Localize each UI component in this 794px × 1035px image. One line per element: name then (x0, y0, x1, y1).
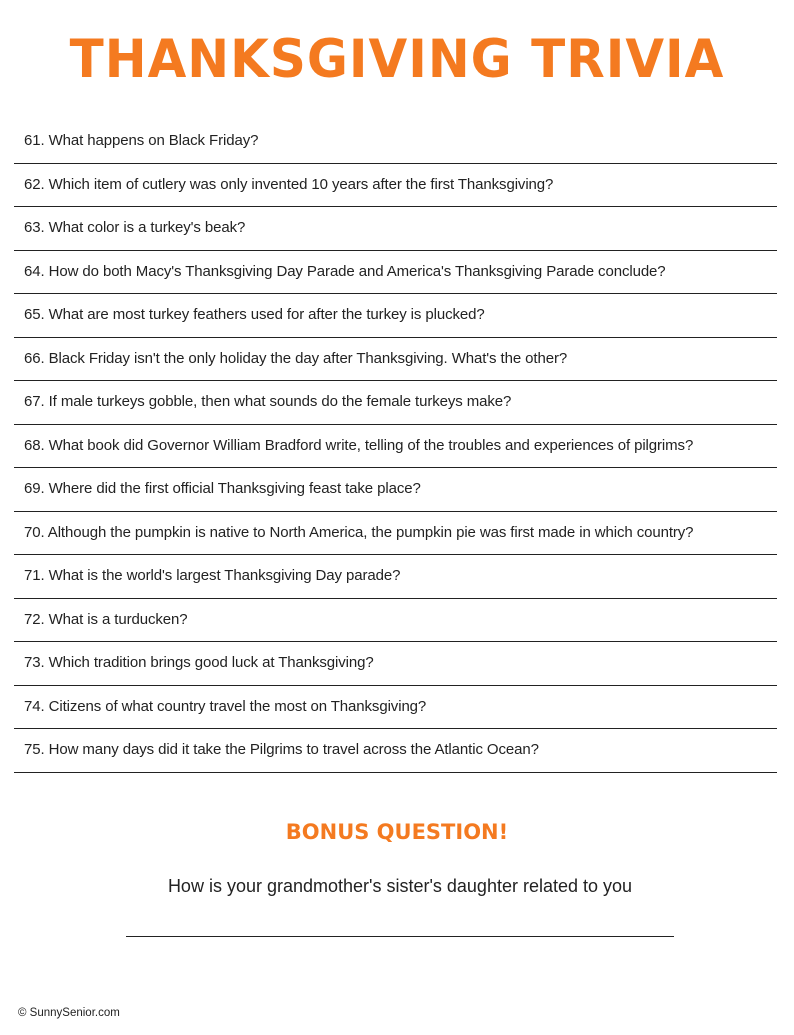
question-item (14, 555, 777, 599)
question-text: 65. What are most turkey feathers used for after the turkey is plucked? (24, 306, 485, 323)
question-item (14, 468, 777, 512)
question-text: 72. What is a turducken? (24, 610, 188, 628)
bonus-question: How is your grandmother's sister's daughter related to you (167, 876, 633, 896)
question-list (14, 120, 777, 773)
question-item (14, 207, 777, 251)
question-text: 71. What is the world's largest Thanksgiving Day parade? (24, 567, 401, 584)
page-title: THANKSGIVING TRIVIA (69, 28, 725, 90)
question-text: 74. Citizens of what country travel the most on Thanksgiving? (24, 697, 427, 715)
question-item (14, 686, 777, 730)
question-text: 64. How do both Macy's Thanksgiving Day Parade and America's Thanksgiving Parade conclude? (24, 262, 666, 280)
question-item (14, 164, 777, 208)
question-item (14, 338, 777, 382)
question-text: 70. Although the pumpkin is native to North America, the pumpkin pie was first made in which country? (24, 523, 694, 541)
question-item (14, 599, 777, 643)
question-item (14, 642, 777, 686)
question-text: 69. Where did the first official Thanksgiving feast take place? (24, 480, 421, 497)
answer-line (126, 936, 674, 937)
question-text: 62. Which item of cutlery was only invented 10 years after the first Thanksgiving? (24, 175, 554, 193)
question-item (14, 294, 777, 338)
question-item (14, 120, 777, 164)
question-item (14, 425, 777, 469)
question-text: 63. What color is a turkey's beak? (24, 219, 246, 236)
question-item (14, 381, 777, 425)
copyright: © SunnySenior.com (18, 1007, 120, 1019)
question-item (14, 729, 777, 773)
question-text: 75. How many days did it take the Pilgrims to travel across the Atlantic Ocean? (24, 741, 539, 758)
question-text: 67. If male turkeys gobble, then what sounds do the female turkeys make? (24, 393, 512, 410)
question-item (14, 512, 777, 556)
bonus-title: BONUS QUESTION! (285, 820, 509, 844)
question-text: 73. Which tradition brings good luck at Thanksgiving? (24, 654, 374, 671)
question-text: 66. Black Friday isn't the only holiday the day after Thanksgiving. What's the other? (24, 349, 568, 367)
question-text: 61. What happens on Black Friday? (24, 132, 259, 149)
question-item (14, 251, 777, 295)
question-text: 68. What book did Governor William Bradford write, telling of the troubles and experiences of pilgrims? (24, 436, 694, 454)
